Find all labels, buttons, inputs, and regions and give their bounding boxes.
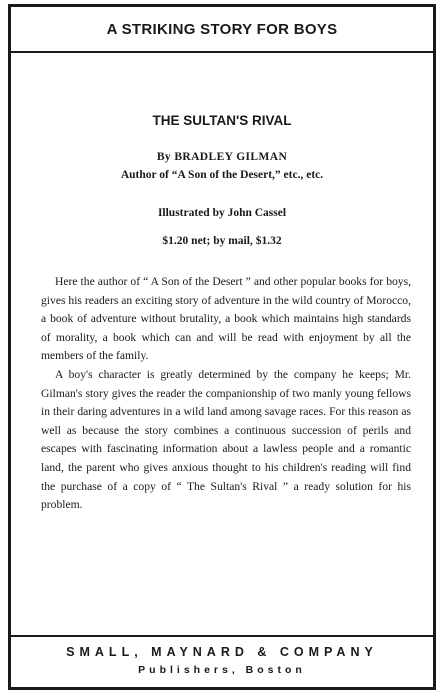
- advertisement-frame: [8, 4, 436, 690]
- publisher-city: Publishers, Boston: [138, 664, 306, 676]
- header-banner: [11, 7, 433, 53]
- publisher-footer: [11, 635, 433, 687]
- author-credits: Author of “A Son of the Desert,” etc., etc.: [120, 169, 324, 181]
- description: [41, 273, 411, 515]
- header-text: A STRIKING STORY FOR BOYS: [106, 20, 338, 38]
- author-byline: By BRADLEY GILMAN: [156, 151, 288, 163]
- description-paragraph: Here the author of “ A Son of the Desert ” and other popular books for boys, gives his readers an exciting story of adventure in the wild country of Morocco, a book of adventure without brutality, a book which maintains high standards of morality, a book which can and will be read with enjoyment by all the members of the family.: [41, 275, 411, 363]
- price-line: $1.20 net; by mail, $1.32: [162, 235, 282, 247]
- book-title: THE SULTAN'S RIVAL: [152, 113, 292, 128]
- description-paragraph: A boy's character is greatly determined by the company he keeps; Mr. Gilman's story gives the reader the companionship of two manly young fellows in their daring adventures in a wild land among savage races. For this reason as well as because the story combines a continuous succession of perils and escapes with fascinating information about a lawless people and a romantic land, the parent who gives anxious thought to his children's reading will find the purchase of a copy of “ The Sultan's Rival ” a ready solution for his problem.: [41, 367, 411, 512]
- illustrator-line: Illustrated by John Cassel: [157, 207, 287, 219]
- publisher-name: SMALL, MAYNARD & COMPANY: [66, 645, 378, 659]
